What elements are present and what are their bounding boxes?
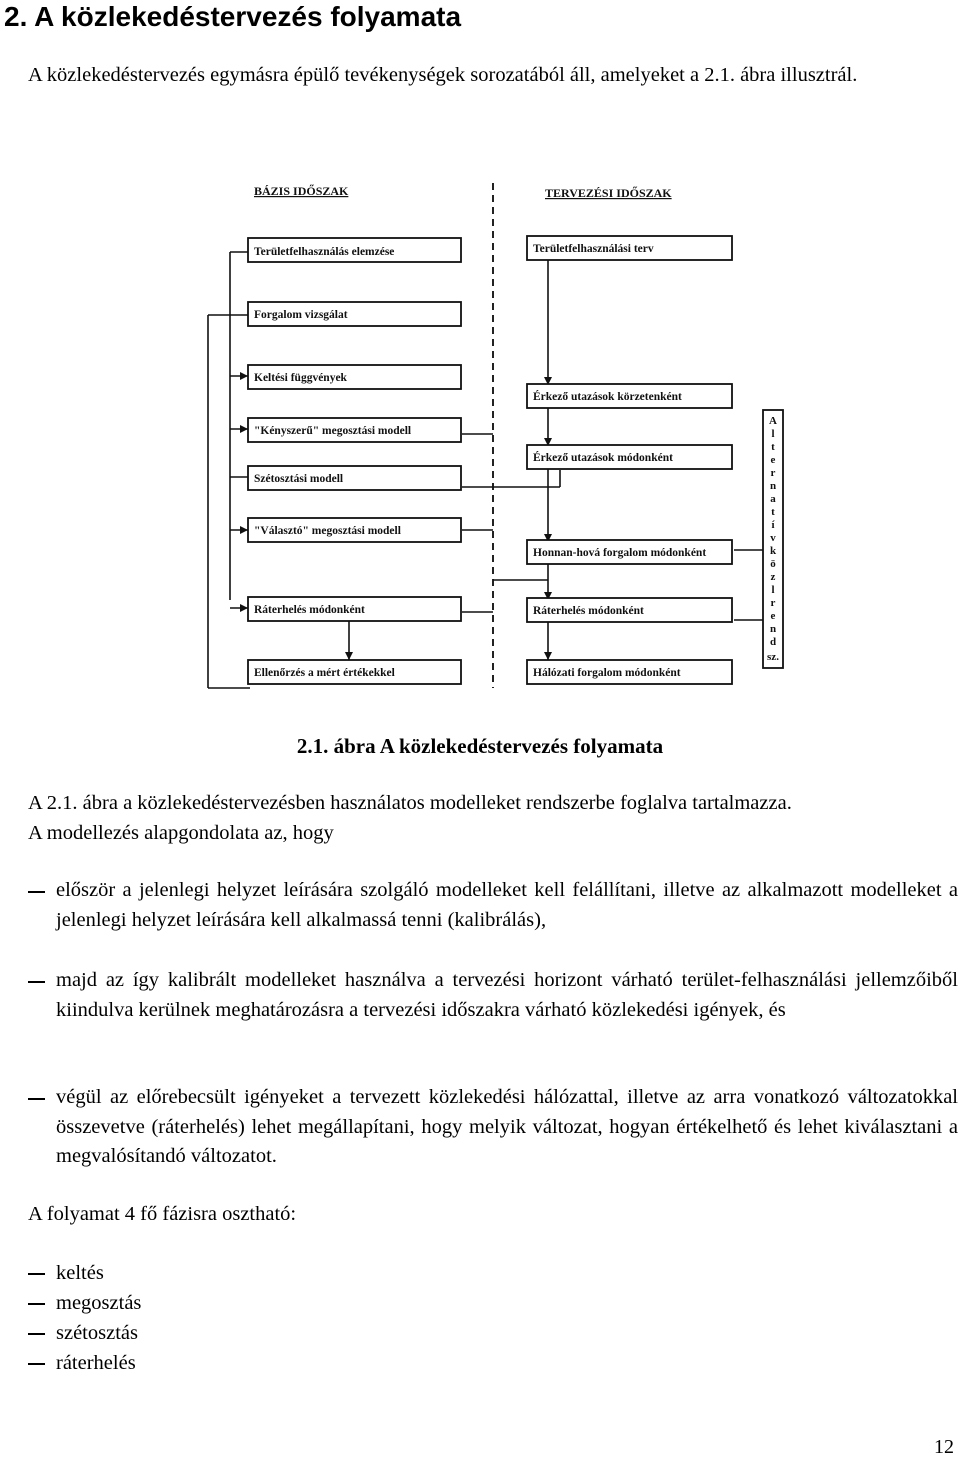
phase-item — [28, 1288, 428, 1318]
phase-item — [28, 1318, 428, 1348]
phases-title: A folyamat 4 fő fázisra osztható: — [28, 1203, 297, 1225]
phase-label: szétosztás — [56, 1322, 138, 1344]
dash-icon — [28, 891, 45, 893]
description — [28, 788, 948, 848]
svg-text:Szétosztási modell: Szétosztási modell — [254, 473, 344, 485]
svg-text:k: k — [769, 545, 777, 557]
list-item — [28, 966, 958, 1025]
svg-text:a: a — [770, 493, 776, 505]
dash-icon — [28, 1303, 45, 1305]
intro-paragraph: A közlekedéstervezés egymásra épülő tevékenységek sorozatából áll, amelyeket a 2.1. ábra illusztrál. — [28, 64, 858, 86]
list-item — [28, 1083, 958, 1172]
list-item-text: majd az így kalibrált modelleket használva a tervezési horizont várható terület-felhasználási jellemzőiből kiindulva kerülnek meghatározásra a tervezési időszakra várható közlekedési igények, és — [56, 969, 958, 1021]
svg-text:"Választó" megosztási modell: "Választó" megosztási modell — [254, 525, 401, 537]
svg-text:í: í — [771, 519, 775, 531]
svg-text:r: r — [770, 597, 776, 609]
svg-text:d: d — [769, 636, 777, 648]
svg-text:z: z — [770, 571, 776, 583]
dash-icon — [28, 981, 45, 983]
alternatives-connectors — [734, 550, 763, 620]
page-heading: 2. A közlekedéstervezés folyamata — [4, 1, 462, 32]
svg-text:t: t — [771, 506, 775, 518]
page-number: 12 — [934, 1436, 954, 1458]
description-line-2: A modellezés alapgondolata az, hogy — [28, 822, 334, 844]
svg-text:r: r — [770, 467, 776, 479]
svg-text:v: v — [770, 532, 776, 544]
svg-text:Hálózati forgalom módonként: Hálózati forgalom módonként — [533, 667, 681, 679]
svg-text:Forgalom vizsgálat: Forgalom vizsgálat — [254, 309, 348, 321]
svg-text:A: A — [769, 415, 777, 427]
phase-label: keltés — [56, 1262, 104, 1284]
phase-label: megosztás — [56, 1292, 142, 1314]
svg-text:e: e — [770, 454, 776, 466]
description-line-1: A 2.1. ábra a közlekedéstervezésben használatos modelleket rendszerbe foglalva tartalmazza. — [28, 792, 792, 814]
right-column-header: TERVEZÉSI IDŐSZAK — [545, 186, 672, 200]
phase-label: ráterhelés — [56, 1352, 136, 1374]
dash-icon — [28, 1273, 45, 1275]
svg-text:Területfelhasználás elemzése: Területfelhasználás elemzése — [254, 246, 395, 258]
list-item — [28, 876, 958, 935]
svg-text:sz.: sz. — [767, 651, 779, 663]
list-item-text: végül az előrebecsült igényeket a tervezett közlekedési hálózattal, illetve az arra vonatkozó változatokkal összevetve (ráterhelés) lehet megállapítani, hogy melyik változat, hogyan értékelhető és lehet kiválasztani a megvalósítandó változatot. — [56, 1086, 958, 1167]
svg-text:Ellenőrzés a mért értékekkel: Ellenőrzés a mért értékekkel — [254, 667, 395, 679]
svg-text:n: n — [769, 623, 777, 635]
dash-icon — [28, 1098, 45, 1100]
dash-icon — [28, 1363, 45, 1365]
dash-icon — [28, 1333, 45, 1335]
svg-text:Honnan-hová forgalom módonként: Honnan-hová forgalom módonként — [533, 547, 707, 559]
svg-text:l: l — [771, 428, 775, 440]
list-item-text: először a jelenlegi helyzet leírására szolgáló modelleket kell felállítani, illetve az alkalmazott modelleket a jelenlegi helyzet leírására kell alkalmassá tenni (kalibrálás), — [56, 879, 958, 931]
svg-text:Ráterhelés módonként: Ráterhelés módonként — [533, 605, 644, 617]
svg-text:Területfelhasználási terv: Területfelhasználási terv — [533, 243, 654, 255]
svg-text:l: l — [771, 584, 775, 596]
svg-text:ö: ö — [770, 558, 776, 570]
svg-text:Érkező utazások körzetenként: Érkező utazások körzetenként — [533, 391, 682, 403]
svg-text:Érkező utazások módonként: Érkező utazások módonként — [533, 452, 673, 464]
phase-item — [28, 1348, 428, 1378]
svg-text:Keltési függvények: Keltési függvények — [254, 372, 347, 384]
svg-text:"Kényszerű" megosztási modell: "Kényszerű" megosztási modell — [254, 425, 412, 437]
svg-text:t: t — [771, 441, 775, 453]
svg-text:Ráterhelés módonként: Ráterhelés módonként — [254, 604, 365, 616]
svg-text:n: n — [769, 480, 777, 492]
phase-item — [28, 1258, 428, 1288]
svg-text:e: e — [770, 610, 776, 622]
left-column-header: BÁZIS IDŐSZAK — [254, 184, 349, 198]
figure-caption: 2.1. ábra A közlekedéstervezés folyamata — [296, 734, 664, 758]
